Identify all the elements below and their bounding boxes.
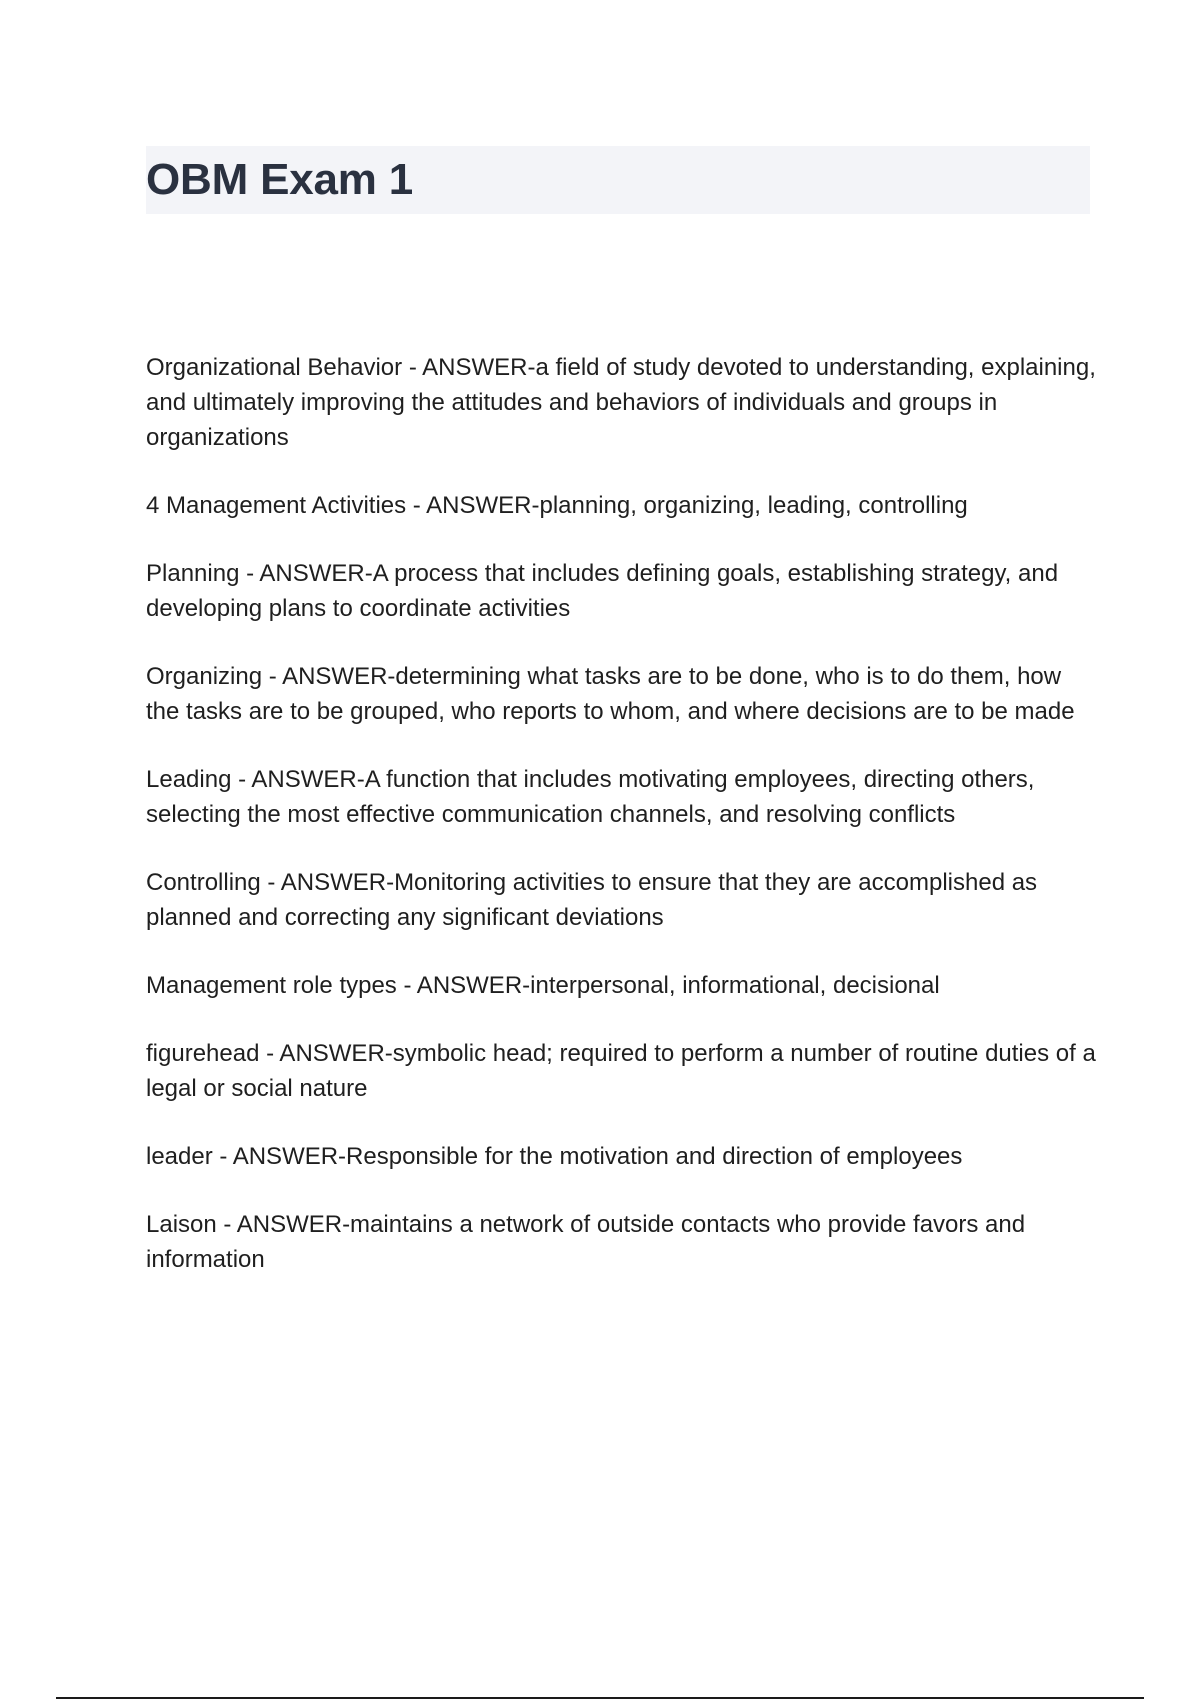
qa-entry: leader - ANSWER-Responsible for the motivation and direction of employees <box>146 1143 963 1170</box>
qa-entry: Controlling - ANSWER-Monitoring activities to ensure that they are accomplished as planned and correcting any significant deviations <box>146 869 1038 931</box>
qa-entry: Management role types - ANSWER-interpersonal, informational, decisional <box>146 972 940 999</box>
qa-list <box>146 350 1096 1310</box>
qa-entry: figurehead - ANSWER-symbolic head; required to perform a number of routine duties of a legal or social nature <box>146 1040 1096 1102</box>
title-banner <box>146 146 1090 214</box>
qa-entry: Planning - ANSWER-A process that includes defining goals, establishing strategy, and developing plans to coordinate activities <box>146 560 1059 622</box>
qa-entry: Organizational Behavior - ANSWER-a field of study devoted to understanding, explaining, and ultimately improving the attitudes and behaviors of individuals and groups in organizations <box>146 354 1096 451</box>
qa-entry: 4 Management Activities - ANSWER-planning, organizing, leading, controlling <box>146 492 968 519</box>
qa-entry: Leading - ANSWER-A function that includes motivating employees, directing others, selecting the most effective communication channels, and resolving conflicts <box>146 766 1035 828</box>
document-title: OBM Exam 1 <box>146 155 413 204</box>
qa-entry: Organizing - ANSWER-determining what tasks are to be done, who is to do them, how the tasks are to be grouped, who reports to whom, and where decisions are to be made <box>146 663 1075 725</box>
footer-divider <box>56 1697 1144 1699</box>
qa-entry: Laison - ANSWER-maintains a network of outside contacts who provide favors and information <box>146 1211 1026 1273</box>
